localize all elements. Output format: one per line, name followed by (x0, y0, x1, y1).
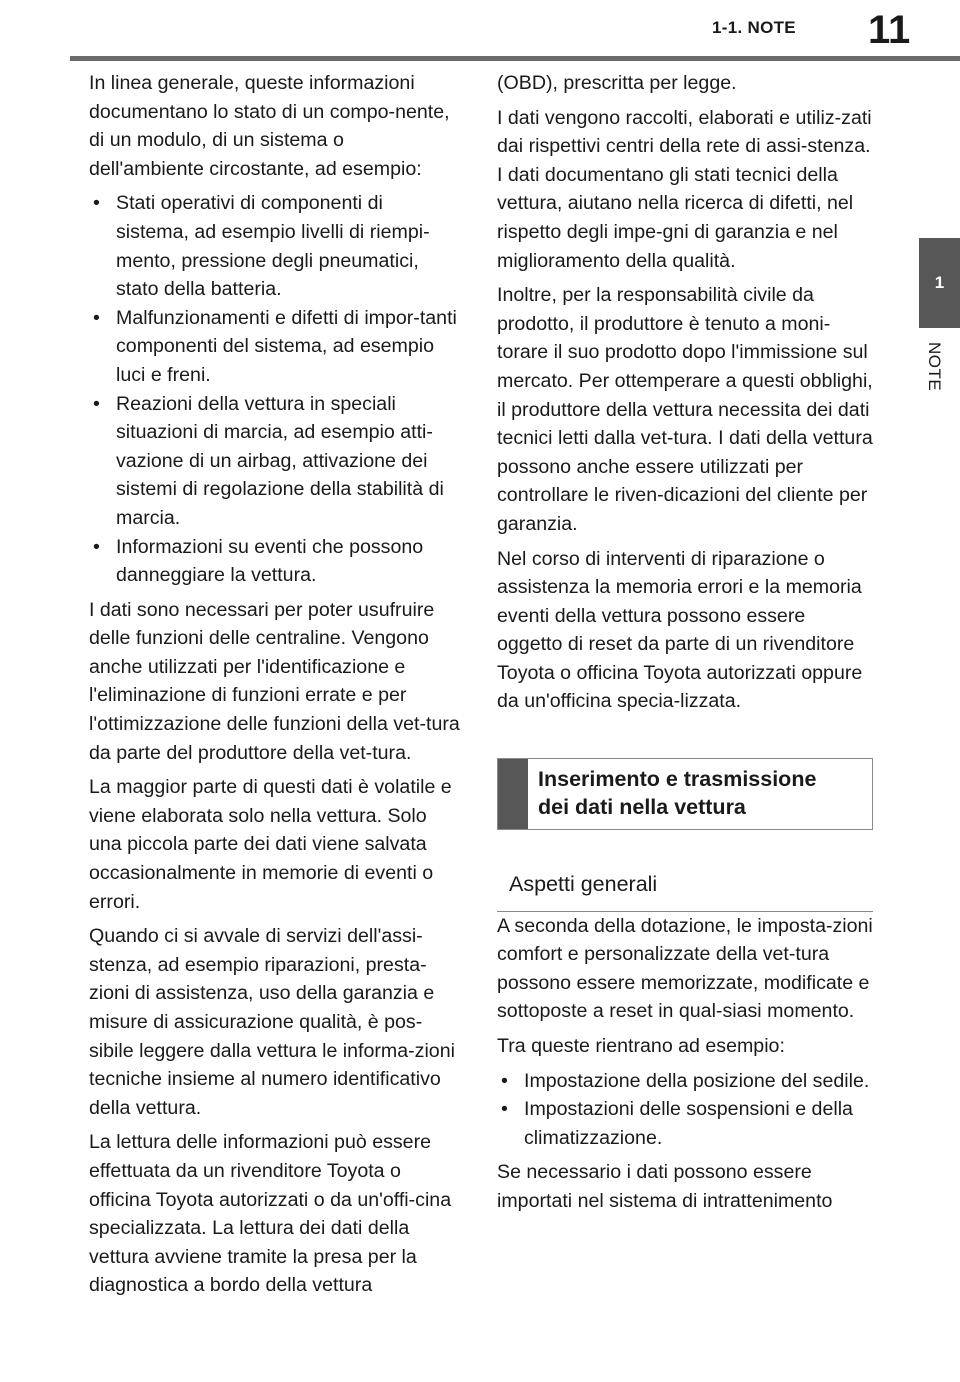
paragraph: I dati vengono raccolti, elaborati e utiliz-zati dai rispettivi centri della rete di assi-stenza. I dati documentano gli stati tecnici della vettura, aiutano nella ricerca di difetti, nel rispetto degli impe-gni di garanzia e nel miglioramento della qualità. (497, 106, 872, 272)
header-divider (70, 56, 960, 61)
section-heading-line: dei dati nella vettura (538, 795, 746, 820)
paragraph: I dati sono necessari per poter usufruire delle funzioni delle centraline. Vengono anche utilizzati per l'identificazione e l'eliminazione di funzioni errate e per l'ottimizzazione delle funzioni della vet-tura da parte del produttore della vet-tura. (89, 598, 460, 764)
paragraph: Inoltre, per la responsabilità civile da prodotto, il produttore è tenuto a moni-torare il suo prodotto dopo l'immissione sul mercato. Per ottemperare a questi obblighi, il produttore della vettura necessita dei dati tecnici letti dalla vet-tura. I dati della vettura possono anche essere utilizzati per controllare le riven-dicazioni del cliente per garanzia. (497, 284, 873, 535)
right-column (497, 69, 873, 1222)
paragraph: Tra queste rientrano ad esempio: (497, 1035, 785, 1058)
section-heading-line: Inserimento e trasmissione (538, 767, 817, 792)
list-item: • Reazioni della vettura in speciali situazioni di marcia, ad esempio atti-vazione di un airbag, attivazione dei sistemi di regolazione della stabilità di marcia. (89, 390, 461, 533)
section-heading (538, 765, 816, 821)
page-number: 11 (868, 8, 911, 52)
section-header: 1-1. NOTE (712, 18, 796, 37)
list-item: • Malfunzionamenti e difetti di impor-tanti componenti del sistema, ad esempio luci e freni. (89, 304, 461, 390)
paragraph: La maggior parte di questi dati è volatile e viene elaborata solo nella vettura. Solo una piccola parte dei dati viene salvata occasionalmente in memorie di eventi o errori. (89, 776, 452, 913)
subsection-heading: Aspetti generali (497, 862, 873, 912)
list-item: • Informazioni su eventi che possono danneggiare la vettura. (89, 533, 461, 590)
chapter-tab: 1 (919, 238, 960, 328)
paragraph: In linea generale, queste informazioni documentano lo stato di un compo-nente, di un modulo, di un sistema o dell'ambiente circostante, ad esempio: (89, 72, 450, 180)
list-item: • Stati operativi di componenti di sistema, ad esempio livelli di riempi-mento, pressione degli pneumatici, stato della batteria. (89, 189, 461, 303)
bullet-list (89, 189, 461, 589)
paragraph: La lettura delle informazioni può essere effettuata da un rivenditore Toyota o officina Toyota autorizzati o da un'offi-cina specializzata. La lettura dei dati della vettura avviene tramite la presa per la diagnostica a bordo della vettura (89, 1131, 452, 1297)
paragraph: Se necessario i dati possono essere importati nel sistema di intrattenimento (497, 1161, 833, 1212)
section-heading-box (497, 758, 873, 830)
chapter-label: NOTE (925, 342, 944, 392)
bullet-list (497, 1067, 873, 1153)
paragraph: (OBD), prescritta per legge. (497, 72, 737, 94)
paragraph: A seconda della dotazione, le imposta-zioni comfort e personalizzate della vet-tura possono essere memorizzate, modificate e sottoposte a reset in qual-siasi momento. (497, 914, 873, 1023)
section-heading-bar (498, 759, 528, 829)
list-item: • Impostazioni delle sospensioni e della climatizzazione. (497, 1095, 873, 1152)
list-item: • Impostazione della posizione del sedile. (497, 1067, 873, 1096)
paragraph: Nel corso di interventi di riparazione o assistenza la memoria errori e la memoria eventi della vettura possono essere oggetto di reset da parte di un rivenditore Toyota o officina Toyota autorizzati oppure da un'officina specia-lizzata. (497, 547, 863, 713)
paragraph: Quando ci si avvale di servizi dell'assi-stenza, ad esempio riparazioni, presta-zioni di assistenza, uso della garanzia e misure di assicurazione qualità, è pos-sibile leggere dalla vettura le informa-zioni tecniche insieme al numero identificativo della vettura. (89, 925, 455, 1119)
left-column (89, 69, 461, 1306)
